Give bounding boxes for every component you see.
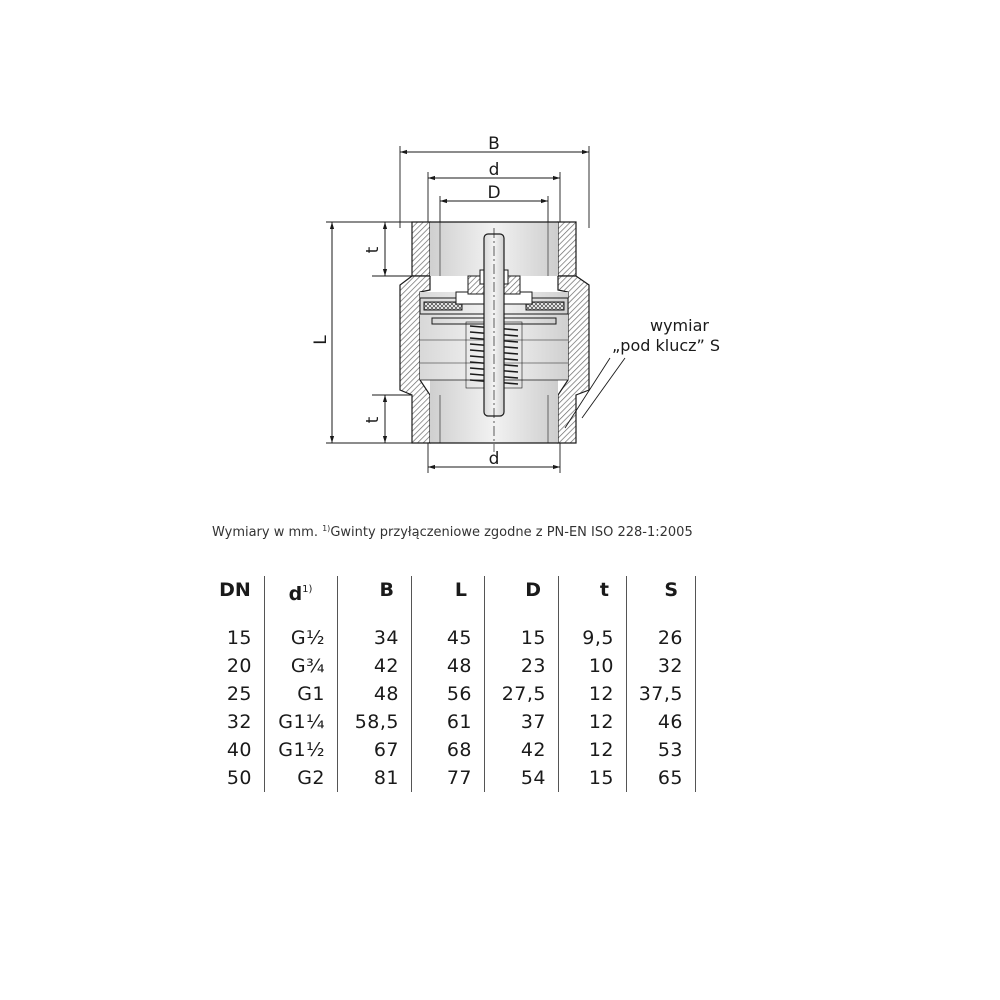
table-cell: 12 xyxy=(588,711,614,733)
table-cell: 50 xyxy=(226,767,252,789)
table-cell: 15 xyxy=(588,767,614,789)
table-column-b xyxy=(337,576,412,792)
table-cell: 25 xyxy=(226,683,252,705)
dim-label-d-top: d xyxy=(488,160,500,180)
table-cell: 61 xyxy=(446,711,472,733)
table-header-dd: D xyxy=(525,579,541,601)
table-cell: 42 xyxy=(373,655,399,677)
table-cell: 48 xyxy=(373,683,399,705)
table-cell: 10 xyxy=(588,655,614,677)
table-cell: 15 xyxy=(520,627,546,649)
table-header-d: $d^{1)}$ xyxy=(288,583,313,605)
table-header-t: t xyxy=(599,579,609,601)
caption-text: Gwinty przyłączeniowe zgodne z PN-EN ISO 228-1:2005 xyxy=(330,525,693,540)
caption-prefix: Wymiary w mm. xyxy=(212,525,323,540)
dim-label-B: B xyxy=(488,134,500,154)
table-cell: 56 xyxy=(446,683,472,705)
table-cell: 65 xyxy=(657,767,683,789)
table-cell: 32 xyxy=(657,655,683,677)
table-column-dd xyxy=(484,576,559,792)
table-header-s: S xyxy=(664,579,678,601)
table-cell: 12 xyxy=(588,683,614,705)
table-cell: 77 xyxy=(446,767,472,789)
table-cell: 37 xyxy=(520,711,546,733)
table-cell: G1½ xyxy=(278,739,325,761)
table-cell: G¾ xyxy=(290,655,325,677)
table-cell: 37,5 xyxy=(638,683,683,705)
table-cell: 20 xyxy=(226,655,252,677)
table-cell: G1¼ xyxy=(278,711,325,733)
table-cell: 12 xyxy=(588,739,614,761)
table-column-d xyxy=(264,576,338,792)
table-cell: 9,5 xyxy=(582,627,614,649)
dim-label-L: L xyxy=(311,335,331,345)
callout-label-line2: „pod klucz” S xyxy=(612,336,721,355)
dim-label-t-top: t xyxy=(363,246,383,254)
table-cell: 58,5 xyxy=(354,711,399,733)
table-column-t xyxy=(558,576,627,792)
table-header-dn: DN xyxy=(219,579,251,601)
dimensions-table xyxy=(206,576,696,792)
table-cell: 53 xyxy=(657,739,683,761)
table-column-dn xyxy=(206,576,265,792)
table-cell: 68 xyxy=(446,739,472,761)
table-header-b: B xyxy=(379,579,394,601)
table-cell: G½ xyxy=(290,627,325,649)
dimensions-caption xyxy=(212,524,693,540)
table-cell: 26 xyxy=(657,627,683,649)
table-header-l: L xyxy=(454,579,467,601)
table-cell: 67 xyxy=(373,739,399,761)
table-cell: 15 xyxy=(226,627,252,649)
table-cell: 45 xyxy=(446,627,472,649)
table-cell: 54 xyxy=(520,767,546,789)
table-column-l xyxy=(411,576,485,792)
table-cell: 34 xyxy=(373,627,399,649)
dim-label-t-bottom: t xyxy=(363,416,383,424)
table-cell: 23 xyxy=(520,655,546,677)
table-cell: G2 xyxy=(297,767,325,789)
table-cell: 27,5 xyxy=(501,683,546,705)
table-cell: 32 xyxy=(226,711,252,733)
table-cell: 40 xyxy=(226,739,252,761)
table-cell: G1 xyxy=(297,683,325,705)
caption-note-mark: 1) xyxy=(322,524,331,533)
table-cell: 48 xyxy=(446,655,472,677)
table-cell: 46 xyxy=(657,711,683,733)
dim-label-D: D xyxy=(487,183,501,203)
table-cell: 81 xyxy=(373,767,399,789)
callout-label-line1: wymiar xyxy=(650,316,709,335)
table-column-s xyxy=(626,576,696,792)
table-cell: 42 xyxy=(520,739,546,761)
dim-label-d-bottom: d xyxy=(488,449,500,469)
